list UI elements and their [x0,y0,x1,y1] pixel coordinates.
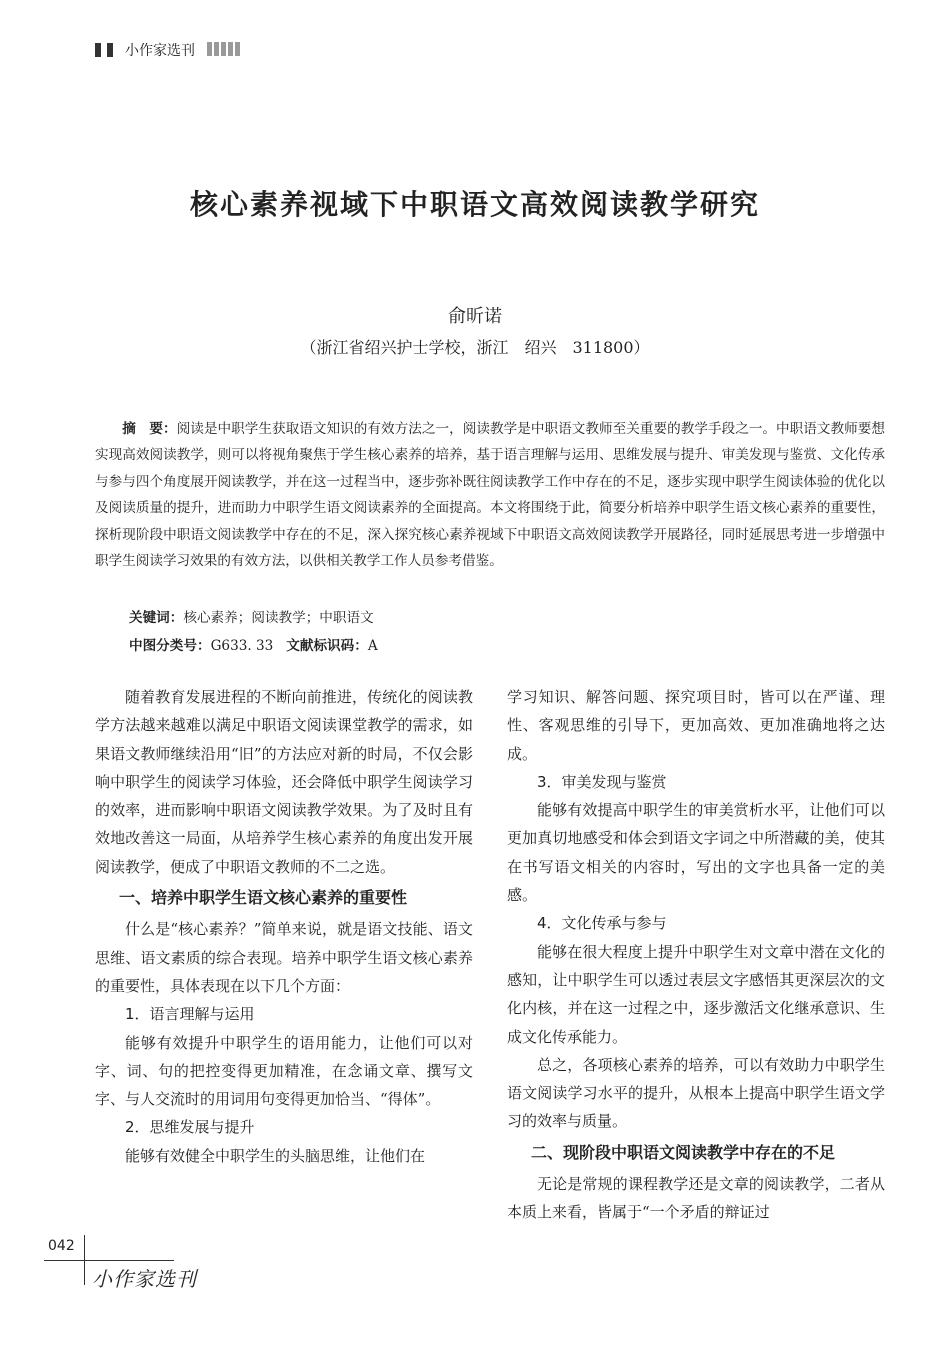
footer-divider [84,1235,85,1285]
doc-code-value: A [367,638,378,654]
abstract [95,416,885,574]
header-bars-icon [207,41,242,60]
section-heading-1: 一、培养中职学生语文核心素养的重要性 [119,888,408,908]
paragraph: 随着教育发展进程的不断向前推进，传统化的阅读教学方法越来越难以满足中职语文阅读课堂教学的需求，如果语文教师继续沿用“旧”的方法应对新的时局，不仅会影响中职学生的阅读学习体验，还会降低中职学生阅读学习的效率，进而影响中职语文阅读教学效果。为了及时且有效地改善这一局面，从培养学生核心素养的角度出发开展阅读教学，便成了中职语文教师的不二之选。 [95,688,473,876]
footer-rule [44,1260,174,1261]
subheading-1: 1．语言理解与运用 [125,1005,255,1024]
paragraph: 总之，各项核心素养的培养，可以有效助力中职学生语文阅读学习水平的提升，从根本上提高中职学生语文学习的效率与质量。 [507,1055,885,1131]
page-number: 042 [48,1238,75,1254]
running-header [95,40,242,60]
abstract-text: 阅读是中职学生获取语文知识的有效方法之一，阅读教学是中职语文教师至关重要的教学手段之一。中职语文教师要想实现高效阅读教学，则可以将视角聚焦于学生核心素养的培养，基于语言理解与运用、思维发展与提升、审美发现与鉴赏、文化传承与参与四个角度展开阅读教学，并在这一过程当中，逐步弥补既往阅读教学工作中存在的不足，逐步实现中职学生阅读体验的优化以及阅读质量的提升，进而助力中职学生语文阅读素养的全面提高。本文将围绕于此，简要分析培养中职学生语文核心素养的重要性，探析现阶段中职语文阅读教学中存在的不足，深入探究核心素养视域下中职语文高效阅读教学开展路径，同时延展思考进一步增强中职学生阅读学习效果的有效方法，以供相关教学工作人员参考借鉴。 [95,421,886,570]
subheading-4: 4．文化传承与参与 [537,914,667,933]
author-affiliation: （浙江省绍兴护士学校，浙江 绍兴 311800） [300,338,650,357]
header-block-icon [107,43,113,57]
paragraph: 能够有效健全中职学生的头脑思维，让他们在 [125,1146,426,1165]
journal-logo: 小作家选刊 [92,1267,197,1291]
classification [129,634,378,654]
paragraph: 能够有效提高中职学生的审美赏析水平，让他们可以更加真切地感受和体会到语文字词之中所潜藏的美，使其在书写语文相关的内容时，写出的文字也具备一定的美感。 [507,801,885,905]
paragraph: 什么是“核心素养？”简单来说，就是语文技能、语文思维、语文素质的综合表现。培养中职学生语文核心素养的重要性，具体表现在以下几个方面： [95,920,473,995]
keywords [129,606,374,626]
clc-value: G633. 33 [210,638,274,654]
header-block-icon [95,43,101,57]
clc-label: 中图分类号： [129,638,211,654]
article-title: 核心素养视域下中职语文高效阅读教学研究 [189,188,760,221]
abstract-label: 摘 要： [122,421,177,437]
body-left-column [95,683,473,1170]
subheading-2: 2．思维发展与提升 [125,1118,255,1137]
subheading-3: 3．审美发现与鉴赏 [537,772,667,791]
doc-code-label: 文献标识码： [286,638,368,654]
paragraph: 能够在很大程度上提升中职学生对文章中潜在文化的感知，让中职学生可以透过表层文字感悟其更深层次的文化内核，并在这一过程之中，逐步激活文化继承意识、生成文化传承能力。 [507,942,885,1046]
paragraph: 能够有效提升中职学生的语用能力，让他们可以对字、词、句的把控变得更加精准，在念诵文章、撰写文字、与人交流时的用词用句变得更加恰当、“得体”。 [95,1033,473,1109]
keywords-label: 关键词： [129,610,184,626]
paragraph: 无论是常规的课程教学还是文章的阅读教学，二者从本质上来看，皆属于“一个矛盾的辩证过 [507,1175,885,1222]
keywords-text: 核心素养；阅读教学；中职语文 [183,610,374,626]
paragraph: 学习知识、解答问题、探究项目时，皆可以在严谨、理性、客观思维的引导下，更加高效、更加准确地将之达成。 [507,688,885,763]
body-right-column [507,683,885,1227]
section-heading-2: 二、现阶段中职语文阅读教学中存在的不足 [531,1142,836,1162]
journal-name: 小作家选刊 [125,43,195,59]
author-name: 俞昕诺 [448,306,502,327]
